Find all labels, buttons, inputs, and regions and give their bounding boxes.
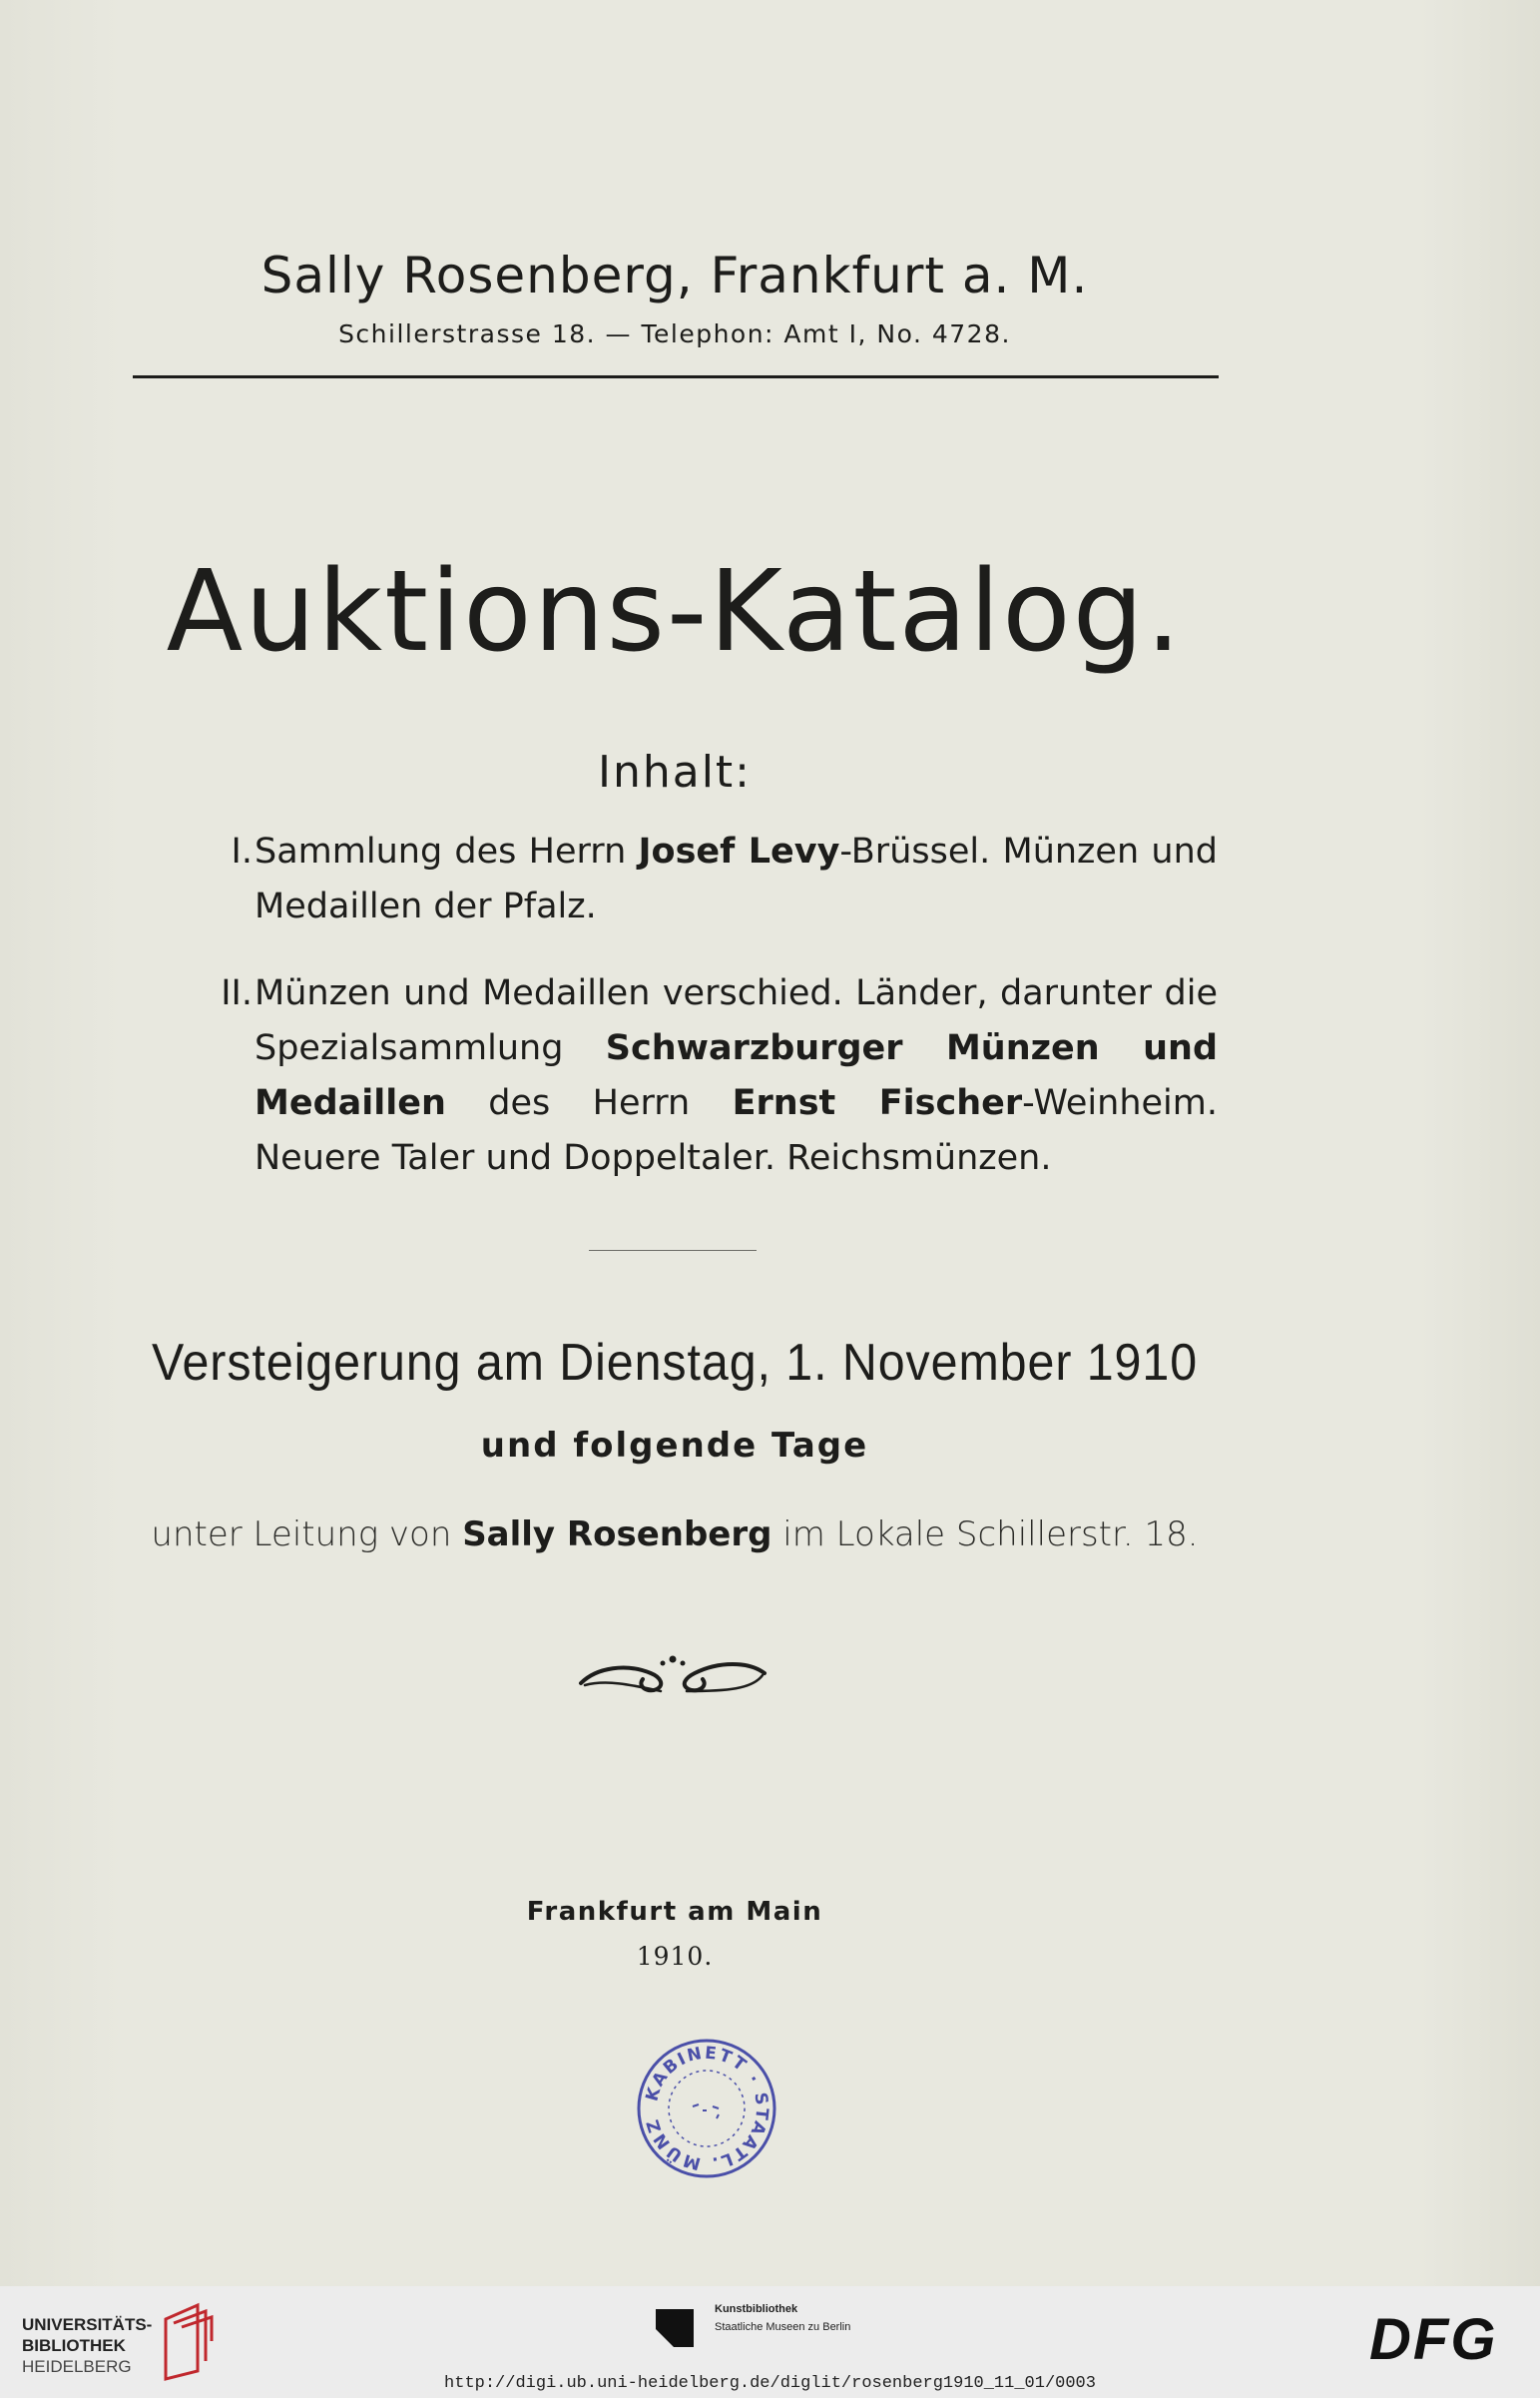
library-name-line-3: HEIDELBERG xyxy=(22,2357,132,2376)
header-rule xyxy=(133,375,1219,378)
publisher-name: Sally Rosenberg, Frankfurt a. M. xyxy=(260,247,1089,304)
heidelberg-library-logo[interactable] xyxy=(22,2314,152,2377)
collection-name: Schwarzburger Münzen und Medaillen xyxy=(255,1028,1218,1123)
library-name-line-2: BIBLIOTHEK xyxy=(22,2336,126,2355)
section-number: II. xyxy=(221,973,253,1013)
kunstbibliothek-logo-icon xyxy=(656,2309,694,2347)
section-divider xyxy=(589,1250,757,1251)
collector-name: Josef Levy xyxy=(638,832,840,872)
permalink-url[interactable]: http://digi.ub.uni-heidelberg.de/diglit/rosenberg1910_11_01/0003 xyxy=(444,2374,1096,2393)
ornament-icon xyxy=(577,1649,769,1699)
library-logo-icon xyxy=(158,2301,216,2381)
contents-section-2 xyxy=(195,966,1223,1196)
library-name-line-1: UNIVERSITÄTS- xyxy=(22,2315,153,2334)
auctioneer-name: Sally Rosenberg xyxy=(462,1514,772,1554)
kb-name: Kunstbibliothek xyxy=(715,2303,798,2315)
imprint-place: Frankfurt am Main xyxy=(526,1897,823,1927)
kb-subtitle: Staatliche Museen zu Berlin xyxy=(715,2321,851,2333)
auction-date: Versteigerung am Dienstag, 1. November 1910 xyxy=(151,1334,1199,1392)
catalog-title: Auktions-Katalog. xyxy=(166,547,1184,677)
contents-heading: Inhalt: xyxy=(597,747,752,798)
section-text: Sammlung des Herrn Josef Levy-Brüssel. Münzen und Medaillen der Pfalz. xyxy=(255,832,1218,926)
publisher-address: Schillerstrasse 18. — Telephon: Amt I, No. 4728. xyxy=(338,319,1011,348)
contents-section-1 xyxy=(195,825,1223,944)
dfg-logo[interactable]: DFG xyxy=(1369,2307,1498,2372)
section-text: Münzen und Medaillen verschied. Länder, darunter die Spezialsammlung Schwarzburger Münzen und Medaillen des Herrn Ernst Fischer-Weinheim. Neuere Taler und Doppeltaler. Reichsmünzen. xyxy=(255,973,1218,1178)
imprint-year: 1910. xyxy=(636,1942,714,1971)
kunstbibliothek-logo[interactable] xyxy=(715,2300,850,2336)
auction-following-days: und folgende Tage xyxy=(480,1426,869,1466)
collector-name: Ernst Fischer xyxy=(732,1083,1023,1123)
svg-text:KABINETT · STAATL. MÜNZ: KABINETT · STAATL. MÜNZ xyxy=(642,2043,772,2174)
library-stamp-icon xyxy=(635,2037,778,2180)
auction-direction: unter Leitung von Sally Rosenberg im Lokale Schillerstr. 18. xyxy=(151,1514,1199,1554)
section-number: I. xyxy=(231,832,253,872)
